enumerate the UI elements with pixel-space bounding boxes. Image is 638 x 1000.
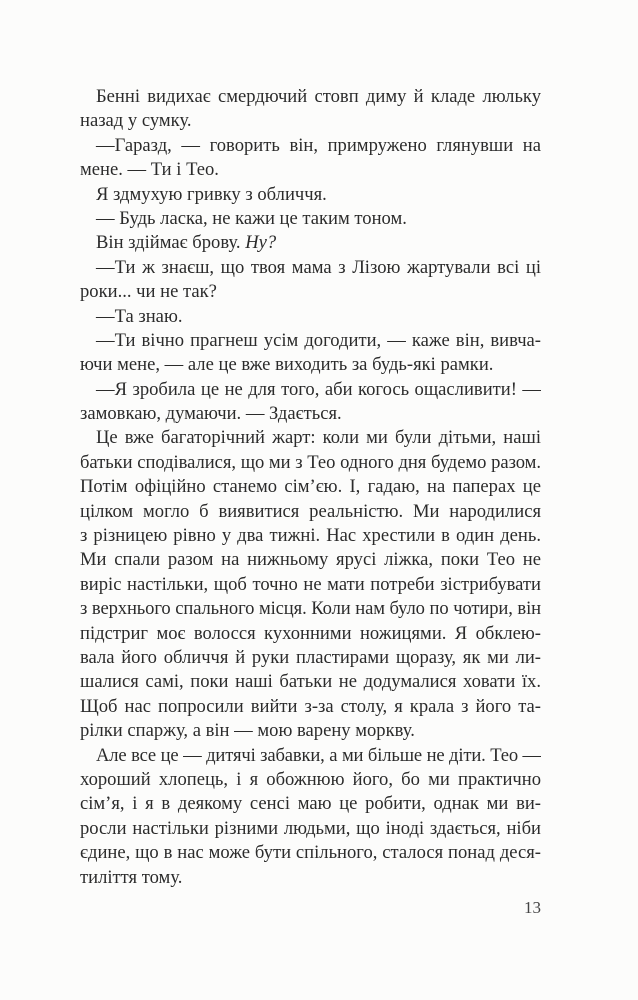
text-line: [80, 500, 541, 524]
line-text: —Ти вічно прагнеш усім догодити, — каже він, вивча-: [96, 329, 541, 351]
text-line: [80, 426, 541, 450]
line-text: хороший хлопець, і я обожнюю його, бо ми практично: [80, 768, 541, 790]
line-text: —Я зробила це не для того, аби когось ощасливити! —: [96, 378, 541, 400]
line-text: Але все це — дитячі забавки, а ми більше не діти. Тео —: [96, 744, 541, 766]
line-text: вала його обличчя й руки пластирами щоразу, як ми ли-: [80, 646, 541, 668]
line-text: виріс настільки, щоб точно не мати потреби зістрибувати: [80, 573, 541, 595]
line-text: Щоб нас попросили вийти з-за столу, я крала з його та-: [80, 695, 541, 717]
line-text: —Гаразд, — говорить він, примружено глянувши на: [96, 134, 541, 156]
text-line: [80, 792, 541, 816]
line-text: мене. — Ти і Тео.: [80, 159, 219, 181]
line-text: цілком могло б виявитися реальністю. Ми народилися: [80, 500, 541, 522]
text-line: [80, 670, 541, 694]
text-line: [80, 329, 541, 353]
text-line: [80, 231, 541, 255]
line-text: тиліття тому.: [80, 866, 183, 888]
text-line: [80, 451, 541, 475]
text-line: [80, 744, 541, 768]
text-line: [80, 866, 541, 890]
line-text: Він здіймає брову.: [96, 232, 246, 254]
text-line: [80, 85, 541, 109]
text-line: [80, 134, 541, 158]
line-text: Потім офіційно станемо сім’єю. І, гадаю, на паперах це: [80, 476, 541, 498]
line-text: —Ти ж знаєш, що твоя мама з Лізою жартували всі ці: [96, 256, 541, 278]
text-line: [80, 646, 541, 670]
line-text: батьки сподівалися, що ми з Тео одного дня будемо разом.: [80, 451, 541, 473]
text-line: [80, 817, 541, 841]
text-line: [80, 622, 541, 646]
text-line: [80, 183, 541, 207]
line-text: Я здмухую гривку з обличчя.: [96, 183, 327, 205]
line-text: —Та знаю.: [96, 305, 183, 327]
line-text: Бенні видихає смердючий стовп диму й кладе люльку: [96, 86, 541, 107]
line-text: сім’я, і я в деякому сенсі маю це робити, однак ми ви-: [80, 793, 541, 815]
text-line: [80, 597, 541, 621]
line-text: Це вже багаторічний жарт: коли ми були дітьми, наші: [96, 427, 541, 449]
text-line: [80, 768, 541, 792]
text-line: [80, 841, 541, 865]
text-line: [80, 353, 541, 377]
text-line: [80, 109, 541, 133]
page-body-text: [80, 85, 541, 890]
line-text: підстриг моє волосся кухонними ножицями. Я обклею-: [80, 622, 541, 644]
text-line: [80, 475, 541, 499]
text-line: [80, 158, 541, 182]
text-line: [80, 305, 541, 329]
page-number: 13: [524, 898, 541, 917]
text-line: [80, 402, 541, 426]
italic-text: Ну?: [245, 232, 277, 254]
text-line: [80, 207, 541, 231]
text-line: [80, 695, 541, 719]
line-text: — Будь ласка, не кажи це таким тоном.: [96, 207, 407, 229]
line-text: з верхнього спального місця. Коли нам було по чотири, він: [80, 598, 541, 620]
text-line: [80, 719, 541, 743]
text-line: [80, 378, 541, 402]
line-text: ючи мене, — але це вже виходить за будь-які рамки.: [80, 354, 494, 376]
line-text: з різницею рівно у два тижні. Нас хрестили в один день.: [80, 525, 541, 547]
text-line: [80, 573, 541, 597]
line-text: рілки спаржу, а він — мою варену моркву.: [80, 720, 415, 742]
line-text: Ми спали разом на нижньому ярусі ліжка, поки Тео не: [80, 549, 541, 571]
line-text: назад у сумку.: [80, 110, 192, 132]
line-text: росли настільки різними людьми, що іноді здається, ніби: [80, 817, 541, 839]
text-line: [80, 280, 541, 304]
line-text: замовкаю, думаючи. — Здається.: [80, 403, 342, 425]
text-line: [80, 548, 541, 572]
text-line: [80, 524, 541, 548]
line-text: роки... чи не так?: [80, 281, 217, 303]
text-line: [80, 256, 541, 280]
line-text: шалися самі, поки наші батьки не додумалися ховати їх.: [80, 671, 541, 693]
line-text: єдине, що в нас може бути спільного, сталося понад деся-: [80, 842, 541, 864]
